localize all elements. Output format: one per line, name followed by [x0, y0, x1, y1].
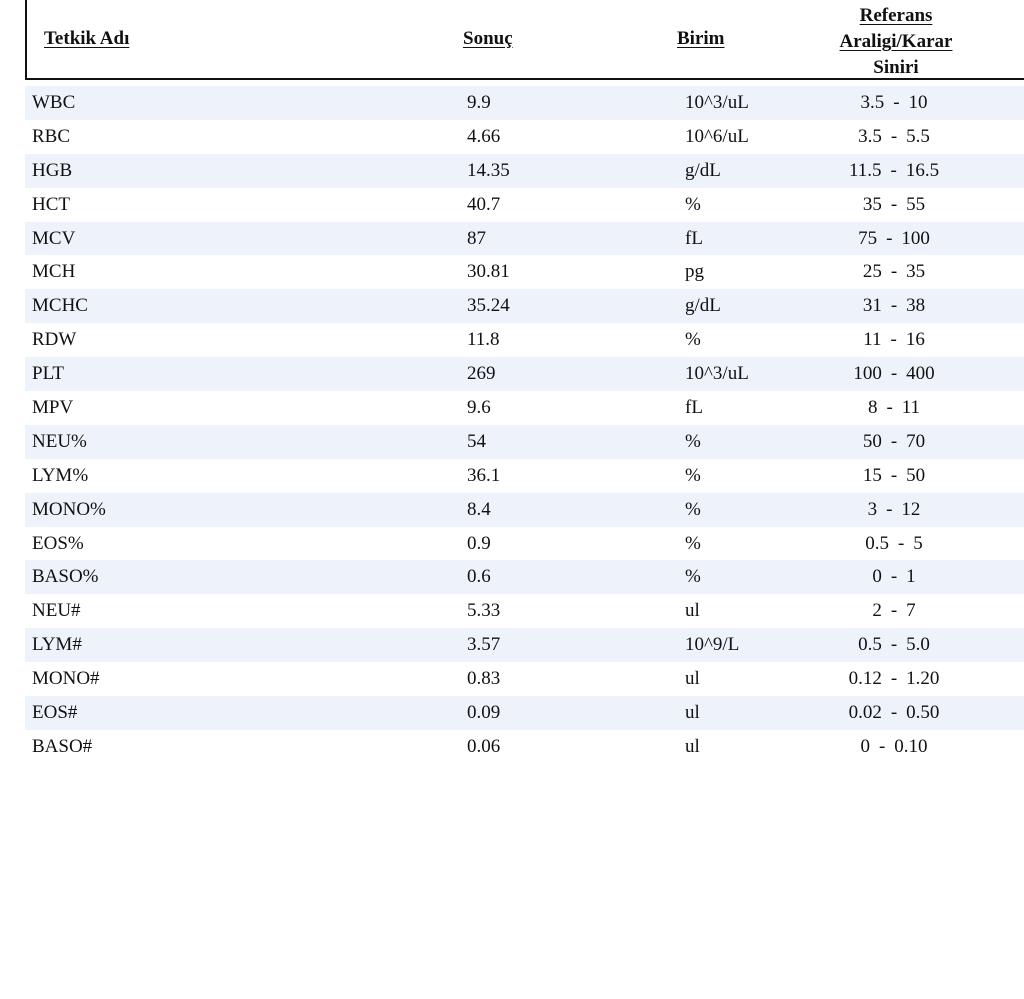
test-result: 269	[467, 363, 496, 385]
table-row	[25, 289, 1024, 323]
reference-low: 0.5	[865, 532, 889, 554]
test-name: RBC	[32, 125, 71, 147]
table-row	[25, 493, 1024, 527]
table-row	[25, 696, 1024, 730]
test-result: 0.06	[467, 735, 501, 757]
test-name: MCHC	[32, 295, 88, 317]
table-row	[25, 560, 1024, 594]
test-name: HGB	[32, 159, 73, 181]
reference-separator: -	[893, 92, 900, 113]
header-reference-line2: Araligi/Karar	[839, 31, 953, 52]
table-row	[25, 323, 1024, 357]
table-row	[25, 188, 1024, 222]
test-result: 0.83	[467, 668, 501, 690]
table-row	[25, 594, 1024, 628]
test-unit: %	[685, 464, 701, 486]
header-reference-line1: Referans	[859, 5, 933, 26]
reference-range	[815, 499, 973, 521]
reference-high: 35	[906, 261, 926, 283]
reference-high: 0.50	[906, 702, 940, 724]
reference-high: 50	[906, 464, 926, 486]
test-unit: fL	[685, 397, 703, 419]
test-name: BASO#	[32, 735, 93, 757]
test-result: 40.7	[467, 193, 501, 215]
reference-separator: -	[886, 498, 893, 520]
test-name: LYM#	[32, 634, 82, 656]
test-name: WBC	[32, 92, 76, 113]
reference-high: 5.5	[906, 125, 930, 147]
test-unit: fL	[685, 227, 703, 249]
reference-high: 16	[905, 329, 925, 351]
reference-low: 8	[867, 397, 878, 419]
reference-low: 0.12	[848, 668, 882, 690]
reference-range	[815, 431, 973, 453]
reference-separator: -	[890, 159, 897, 181]
test-result: 87	[467, 227, 486, 249]
test-unit: %	[685, 566, 701, 588]
reference-range	[815, 228, 973, 250]
reference-range	[815, 126, 973, 148]
reference-range	[815, 261, 973, 283]
test-result: 54	[467, 430, 486, 452]
reference-separator: -	[886, 397, 893, 419]
header-reference	[817, 3, 975, 81]
test-result: 5.33	[467, 600, 501, 622]
reference-high: 0.10	[894, 735, 928, 757]
reference-range	[815, 600, 973, 622]
test-result: 8.4	[467, 498, 491, 520]
results-table-body	[25, 86, 1024, 764]
test-result: 9.6	[467, 397, 491, 419]
reference-separator: -	[890, 702, 898, 724]
test-name: EOS#	[32, 702, 78, 724]
reference-range	[815, 702, 973, 724]
test-unit: 10^6/uL	[685, 125, 749, 147]
reference-separator: -	[897, 532, 905, 554]
table-row	[25, 357, 1024, 391]
test-unit: ul	[685, 668, 700, 690]
table-row	[25, 120, 1024, 154]
reference-low: 50	[862, 430, 882, 452]
test-unit: ul	[685, 735, 700, 757]
reference-separator: -	[890, 600, 898, 622]
test-unit: ul	[685, 600, 700, 622]
test-name: LYM%	[32, 464, 89, 486]
reference-low: 0.5	[858, 634, 882, 656]
reference-low: 31	[862, 295, 882, 317]
reference-separator: -	[878, 735, 886, 757]
reference-range	[815, 160, 973, 182]
reference-low: 3	[867, 498, 878, 520]
reference-low: 100	[853, 363, 882, 385]
test-unit: %	[685, 193, 701, 215]
reference-high: 400	[906, 363, 935, 385]
reference-low: 15	[862, 464, 882, 486]
reference-high: 55	[906, 193, 926, 215]
test-result: 3.57	[467, 634, 501, 656]
test-name: HCT	[32, 193, 70, 215]
reference-separator: -	[890, 430, 898, 452]
reference-low: 3.5	[858, 125, 882, 147]
reference-range	[815, 533, 973, 555]
table-row	[25, 425, 1024, 459]
table-row	[25, 527, 1024, 561]
test-result: 30.81	[467, 261, 510, 283]
header-test-name: Tetkik Adı	[44, 28, 130, 49]
test-unit: 10^9/L	[685, 634, 740, 656]
reference-high: 7	[906, 600, 916, 622]
test-result: 4.66	[467, 125, 501, 147]
test-unit: pg	[685, 261, 704, 283]
table-row	[25, 222, 1024, 256]
header-unit: Birim	[677, 28, 725, 49]
test-name: EOS%	[32, 532, 84, 554]
reference-range	[815, 566, 973, 588]
reference-high: 100	[901, 227, 930, 249]
reference-range	[815, 465, 973, 487]
reference-high: 1.20	[906, 668, 940, 690]
reference-low: 11	[863, 329, 882, 351]
test-unit: ul	[685, 702, 700, 724]
reference-high: 1	[906, 566, 916, 588]
table-row	[25, 86, 1024, 120]
test-name: MONO#	[32, 668, 100, 690]
reference-low: 25	[862, 261, 882, 283]
test-unit: %	[685, 430, 701, 452]
table-row	[25, 662, 1024, 696]
reference-low: 0	[872, 566, 882, 588]
test-unit: g/dL	[685, 295, 721, 317]
test-name: BASO%	[32, 566, 99, 588]
table-row	[25, 628, 1024, 662]
reference-high: 5.0	[906, 634, 930, 656]
test-result: 0.9	[467, 532, 491, 554]
reference-separator: -	[890, 261, 898, 283]
test-name: NEU#	[32, 600, 81, 622]
reference-range	[815, 668, 973, 690]
reference-low: 3.5	[860, 92, 885, 113]
reference-separator: -	[890, 566, 898, 588]
reference-separator: -	[890, 295, 898, 317]
test-name: NEU%	[32, 430, 87, 452]
reference-separator: -	[890, 193, 898, 215]
reference-range	[815, 397, 973, 419]
test-result: 0.6	[467, 566, 491, 588]
table-header	[25, 0, 1024, 80]
reference-low: 2	[872, 600, 882, 622]
reference-high: 16.5	[905, 159, 940, 181]
reference-separator: -	[890, 634, 898, 656]
test-result: 9.9	[467, 92, 491, 113]
test-name: MCH	[32, 261, 76, 283]
reference-range	[815, 634, 973, 656]
reference-range	[815, 329, 973, 351]
test-result: 35.24	[467, 295, 510, 317]
reference-high: 11	[901, 397, 921, 419]
reference-separator: -	[890, 363, 898, 385]
reference-low: 35	[862, 193, 882, 215]
reference-low: 0.02	[848, 702, 882, 724]
reference-low: 0	[860, 735, 870, 757]
test-result: 36.1	[467, 464, 501, 486]
reference-range	[815, 194, 973, 216]
reference-separator: -	[890, 125, 898, 147]
table-row	[25, 391, 1024, 425]
test-result: 0.09	[467, 702, 501, 724]
test-unit: 10^3/uL	[685, 363, 749, 385]
reference-high: 5	[913, 532, 923, 554]
reference-range	[815, 92, 973, 114]
reference-high: 70	[906, 430, 926, 452]
table-row	[25, 459, 1024, 493]
test-unit: g/dL	[685, 159, 721, 181]
reference-separator: -	[890, 329, 897, 351]
test-result: 14.35	[467, 159, 510, 181]
reference-high: 10	[908, 92, 928, 113]
reference-low: 75	[858, 227, 878, 249]
reference-high: 38	[906, 295, 926, 317]
test-unit: %	[685, 329, 701, 351]
reference-range	[815, 295, 973, 317]
test-unit: %	[685, 532, 701, 554]
reference-separator: -	[890, 668, 898, 690]
test-name: RDW	[32, 329, 77, 351]
table-row	[25, 255, 1024, 289]
reference-separator: -	[886, 227, 893, 249]
reference-range	[815, 736, 973, 758]
table-row	[25, 730, 1024, 764]
reference-low: 11.5	[848, 159, 882, 181]
reference-high: 12	[901, 498, 921, 520]
table-row	[25, 154, 1024, 188]
header-reference-line3: Siniri	[873, 57, 919, 78]
test-unit: %	[685, 498, 701, 520]
reference-separator: -	[890, 464, 898, 486]
reference-range	[815, 363, 973, 385]
test-name: MONO%	[32, 498, 106, 520]
test-result: 11.8	[467, 329, 500, 351]
test-name: MPV	[32, 397, 74, 419]
header-result: Sonuç	[463, 28, 513, 49]
test-name: MCV	[32, 227, 76, 249]
test-unit: 10^3/uL	[685, 92, 749, 113]
test-name: PLT	[32, 363, 65, 385]
